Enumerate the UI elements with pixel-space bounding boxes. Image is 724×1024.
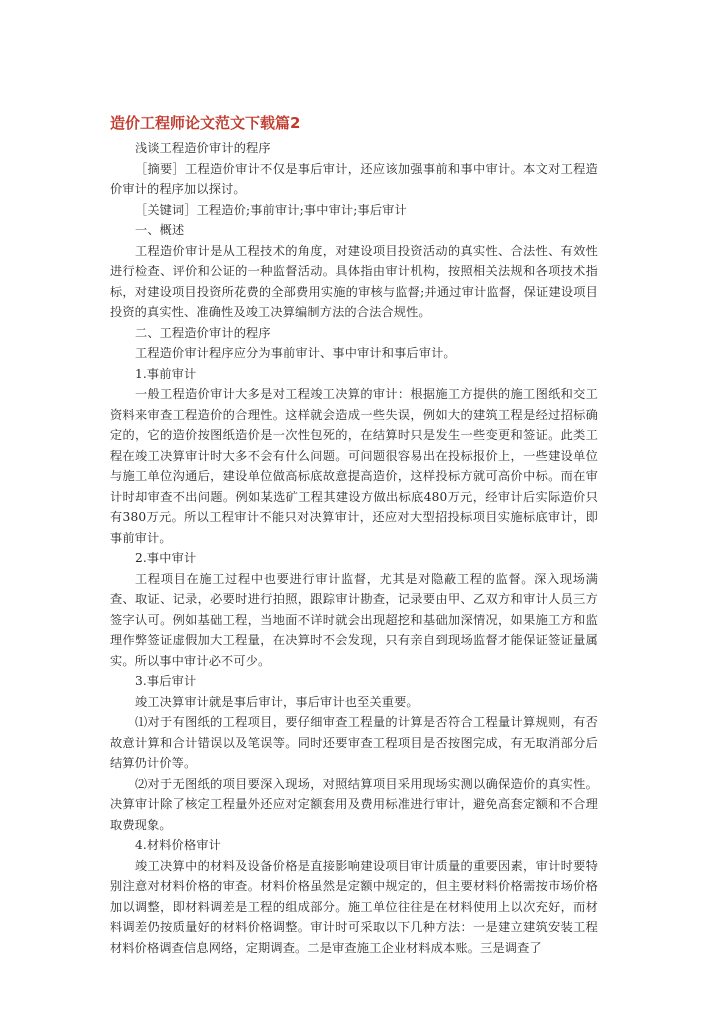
subheading-post-audit: 3.事后审计 <box>135 674 197 688</box>
subheading-material-price: 4.材料价格审计 <box>135 838 221 852</box>
paragraph-material-price: 竣工决算中的材料及设备价格是直接影响建设项目审计质量的重要因素，审计时要特别注意对材料价格的审查。材料价格虽然是定额中规定的，但主要材料价格需按市场价格加以调整，即材料调差是工程的组成部分。施工单位往往是在材料使用上以次充好，而材料调差仍按质量好的材料价格调整。审计时可采取以下几种方法：一是建立建筑安装工程材料价格调查信息网络，定期调查。二是审查施工企业材料成本账。三是调查了 <box>110 858 598 955</box>
subtitle: 浅谈工程造价审计的程序 <box>135 141 271 155</box>
subheading-pre-audit: 1.事前审计 <box>135 366 197 381</box>
paragraph-mid-audit: 工程项目在施工过程中也要进行审计监督，尤其是对隐蔽工程的监督。深入现场满查、取证、记录，必要时进行拍照，跟踪审计勘查，记录要由甲、乙双方和审计人员三方签字认可。例如基础工程，当地面不详时就会出现超挖和基础加深情况，如果施工方和监理作弊签证虚假加大工程量，在决算时不会发现，只有亲自到现场监督才能保证签证量属实。所以事中审计必不可少。 <box>110 571 598 668</box>
paragraph-overview: 工程造价审计是从工程技术的角度，对建设项目投资活动的真实性、合法性、有效性进行检查、评价和公证的一种监督活动。具体指由审计机构，按照相关法规和各项技术指标，对建设项目投资所花费的全部费用实施的审核与监督;并通过审计监督，保证建设项目投资的真实性、准确性及竣工决算编制方法的合法合规性。 <box>110 243 598 319</box>
paragraph-post-audit-item1: ⑴对于有图纸的工程项目，要仔细审查工程量的计算是否符合工程量计算规则，有否故意计算和合计错误以及笔误等。同时还要审查工程项目是否按图完成，有无取消部分后结算仍计价等。 <box>110 715 598 770</box>
keywords: ［关键词］工程造价;事前审计;事中审计;事后审计 <box>135 202 407 217</box>
paragraph-post-audit-item2: ⑵对于无图纸的项目要深入现场，对照结算项目采用现场实测以确保造价的真实性。决算审计除了核定工程量外还应对定额套用及费用标准进行审计，避免高套定额和不合理取费现象。 <box>110 776 598 832</box>
abstract: ［摘要］工程造价审计不仅是事后审计，还应该加强事前和事中审计。本文对工程造价审计的程序加以探讨。 <box>110 161 598 196</box>
section-heading-procedure: 二、工程造价审计的程序 <box>135 325 271 340</box>
document-page <box>110 112 598 958</box>
document-title: 造价工程师论文范文下载篇2 <box>110 114 301 132</box>
paragraph-post-audit-intro: 竣工决算审计就是事后审计，事后审计也至关重要。 <box>135 694 419 709</box>
section-heading-overview: 一、概述 <box>135 223 185 237</box>
subheading-mid-audit: 2.事中审计 <box>135 551 197 565</box>
paragraph-pre-audit: 一般工程造价审计大多是对工程竣工决算的审计：根据施工方提供的施工图纸和交工资料来审查工程造价的合理性。这样就会造成一些失误，例如大的建筑工程是经过招标确定的，它的造价按图纸造价是一次性包死的，在结算时只是发生一些变更和签证。此类工程在竣工决算审计时大多不会有什么问题。可问题很容易出在投标报价上，一些建设单位与施工单位沟通后，建设单位做高标底故意提高造价，这样投标方就可高价中标。而在审计时却审查不出问题。例如某选矿工程其建设方做出标底480万元，经审计后实际造价只有380万元。所以工程审计不能只对决算审计，还应对大型招投标项目实施标底审计，即事前审计。 <box>110 387 598 545</box>
paragraph-procedure-intro: 工程造价审计程序应分为事前审计、事中审计和事后审计。 <box>135 346 456 360</box>
